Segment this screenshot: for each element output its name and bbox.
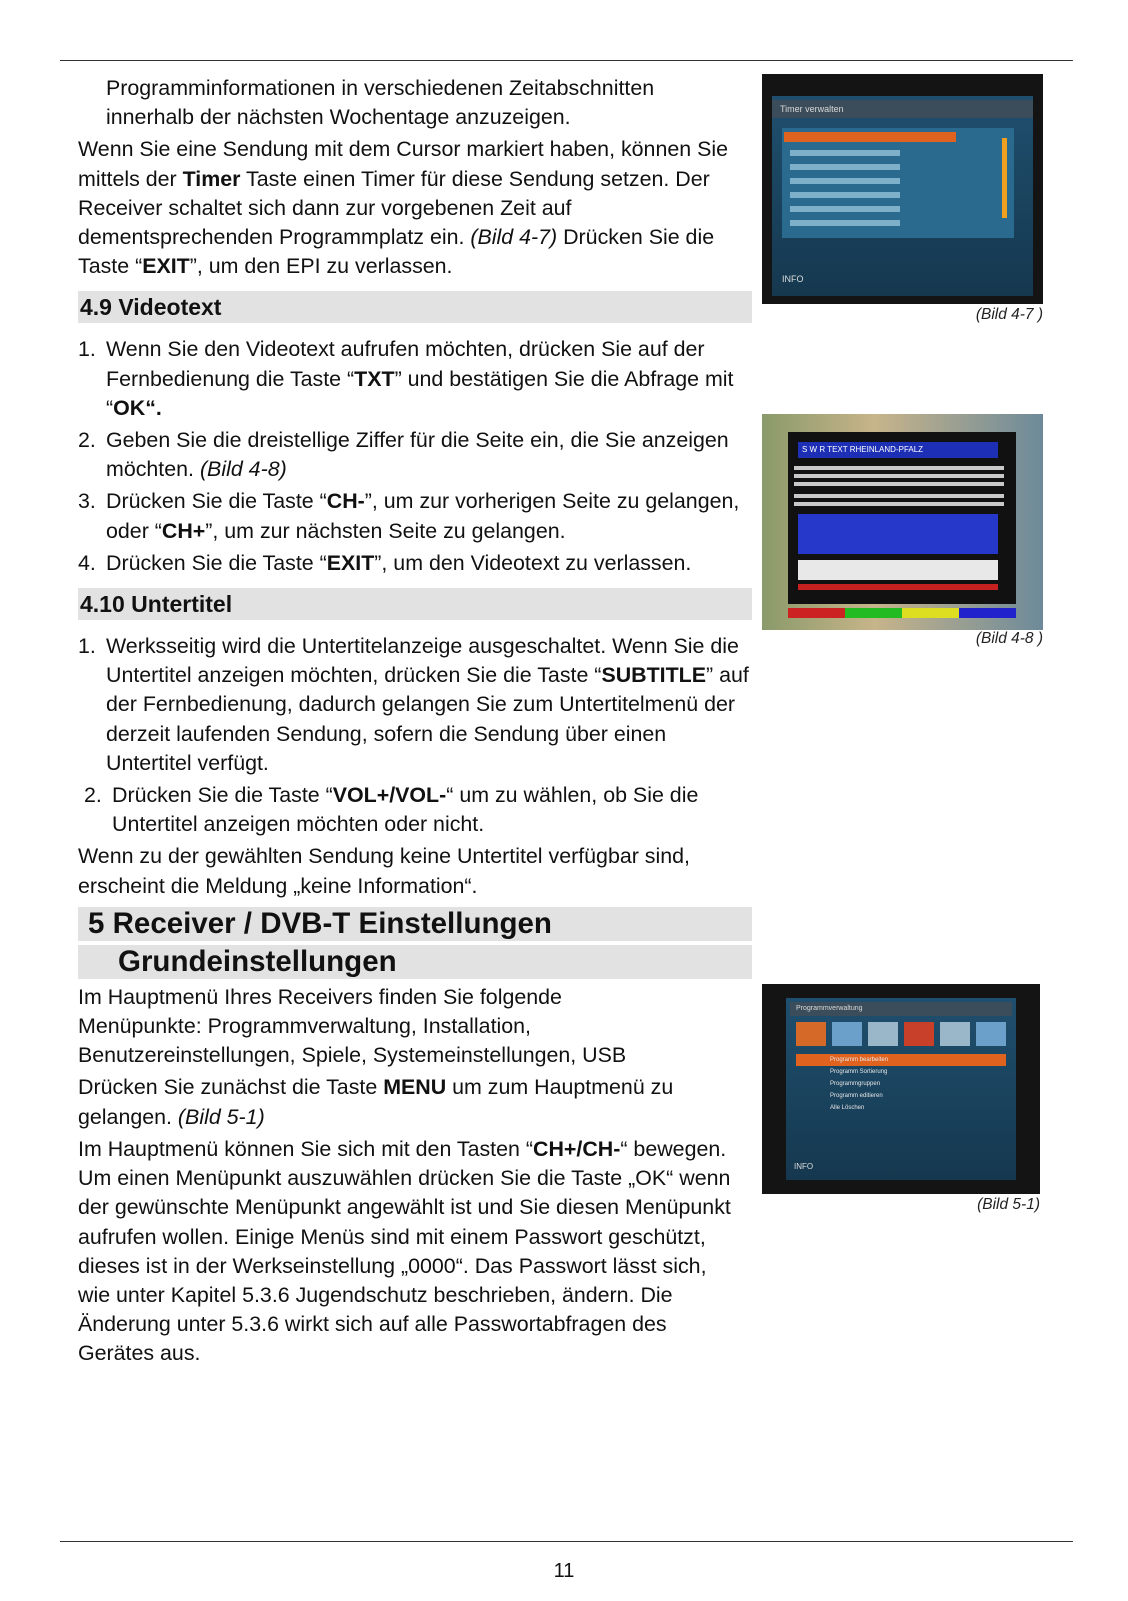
tools-icon <box>832 1022 862 1046</box>
list-item: 2. Geben Sie die dreistellige Ziffer für die Seite ein, die Sie anzeigen möchten. (Bild 4-8) <box>78 428 729 482</box>
chapter-subheading: Grundeinstellungen <box>78 945 752 979</box>
teletext-line <box>794 502 1004 506</box>
timer-row <box>790 206 900 212</box>
yellow-key <box>902 608 959 618</box>
main-text-column <box>78 74 752 1372</box>
list-item: 1. Werksseitig wird die Untertitelanzeige ausgeschaltet. Wenn Sie die Untertitel anzeigen möchten, drücken Sie die Taste “SUBTITLE” auf der Fernbedienung, dadurch gelangen Sie zum Untertitelmenü der derzeit laufenden Sendung, sofern die Sendung über einen Untertitel verfügt. <box>78 634 749 775</box>
intro-line-1: Programminformationen in verschiedenen Zeitabschnitten <box>106 76 655 100</box>
section-heading-untertitel: 4.10 Untertitel <box>78 588 752 620</box>
list-item: 2. Drücken Sie die Taste “VOL+/VOL-“ um zu wählen, ob Sie die Untertitel anzeigen möchten oder nicht. <box>84 783 699 837</box>
info-logo: INFO <box>782 274 804 284</box>
timer-title-bar: Timer verwalten <box>772 100 1033 118</box>
list-item: 4. Drücken Sie die Taste “EXIT”, um den Videotext zu verlassen. <box>78 550 692 575</box>
teletext-line <box>794 494 1004 498</box>
caption-bild-5-1: (Bild 5-1) <box>977 1196 1040 1213</box>
timer-row <box>790 220 900 226</box>
chapter-paragraph-2: Drücken Sie zunächst die Taste MENU um zum Hauptmenü zu gelangen. (Bild 5-1) <box>78 1075 674 1129</box>
menu-title-bar: Programmverwaltung <box>790 1002 1012 1016</box>
teletext-white-block <box>798 560 998 580</box>
menu-item: Alle Löschen <box>830 1105 865 1111</box>
untertitel-steps-1 <box>78 632 752 778</box>
menu-icon-row <box>796 1022 1006 1046</box>
menu-item: Programm Sortierung <box>830 1069 888 1075</box>
caption-bild-4-7: (Bild 4-7 ) <box>975 306 1043 323</box>
intro-continuation <box>78 74 752 132</box>
info-logo: INFO <box>794 1162 814 1171</box>
blue-key <box>959 608 1016 618</box>
usb-icon <box>976 1022 1006 1046</box>
menu-item: Programmgruppen <box>830 1081 881 1087</box>
chapter-paragraph-3: Im Hauptmenü können Sie sich mit den Tasten “CH+/CH-“ bewegen. Um einen Menüpunkt auszuwählen drücken Sie die Taste „OK“ wenn der gewünschte Menüpunkt angewählt ist und Sie diesen Menüpunkt aufrufen wollen. Einige Menüs sind mit einem Passwort geschützt, dieses ist in der Werkseinstellung „0000“. Das Passwort lässt sich, wie unter Kapitel 5.3.6 Jugendschutz beschrieben, ändern. Die Änderung unter 5.3.6 wirkt sich auf alle Passwortabfragen des Gerätes aus. <box>78 1136 731 1366</box>
chapter-heading: 5 Receiver / DVB-T Einstellungen <box>78 907 752 941</box>
menu-item-selected: Programm bearbeiten <box>796 1054 1006 1066</box>
folder-icon <box>796 1022 826 1046</box>
timer-row <box>790 164 900 170</box>
figure-menu-screenshot <box>762 984 1040 1194</box>
timer-row-highlight <box>784 132 956 142</box>
teletext-line <box>794 474 1004 478</box>
intro-line-2: innerhalb der nächsten Wochentage anzuzeigen. <box>106 105 571 130</box>
untertitel-steps-2 <box>78 781 752 839</box>
timer-screen <box>772 96 1033 296</box>
list-item: 3. Drücken Sie die Taste “CH-”, um zur vorherigen Seite zu gelangen, oder “CH+”, um zur nächsten Seite zu gelangen. <box>78 489 740 543</box>
menu-list <box>796 1054 1006 1154</box>
top-rule <box>60 60 1073 61</box>
intro-paragraph: Wenn Sie eine Sendung mit dem Cursor markiert haben, können Sie mittels der Timer Taste einen Timer für diese Sendung setzen. Der Receiver schaltet sich dann zur vorgebenen Zeit auf dementsprechenden Programmplatz ein. (Bild 4-7) Drücken Sie die Taste “EXIT”, um den EPI zu verlassen. <box>78 137 729 279</box>
menu-screen <box>786 998 1016 1180</box>
settings-icon <box>940 1022 970 1046</box>
section-heading-videotext: 4.9 Videotext <box>78 291 752 323</box>
timer-row <box>790 178 900 184</box>
menu-item: Programm editieren <box>830 1093 883 1099</box>
timer-row <box>790 150 900 156</box>
list-item: 1. Wenn Sie den Videotext aufrufen möchten, drücken Sie auf der Fernbedienung die Taste “TXT” und bestätigen Sie die Abfrage mit “OK“. <box>78 337 734 420</box>
caption-bild-4-8: (Bild 4-8 ) <box>975 630 1043 647</box>
figure-timer-screenshot <box>762 74 1043 304</box>
teletext-page <box>788 432 1016 604</box>
timer-row <box>790 192 900 198</box>
timer-list <box>782 128 1014 238</box>
user-icon <box>868 1022 898 1046</box>
timer-scrollbar <box>1002 138 1007 218</box>
teletext-line <box>794 466 1004 470</box>
page-number: 11 <box>553 1560 575 1582</box>
color-key-bar <box>788 608 1016 618</box>
teletext-header: S W R TEXT RHEINLAND-PFALZ <box>798 442 998 458</box>
videotext-steps <box>78 335 752 578</box>
red-key <box>788 608 845 618</box>
teletext-red-bar <box>798 584 998 590</box>
untertitel-note: Wenn zu der gewählten Sendung keine Untertitel verfügbar sind, erscheint die Meldung „keine Information“. <box>78 844 690 898</box>
chapter-paragraph-1: Im Hauptmenü Ihres Receivers finden Sie folgende Menüpunkte: Programmverwaltung, Installation, Benutzereinstellungen, Spiele, Systemeinstellungen, USB <box>78 984 627 1068</box>
teletext-blue-block <box>798 514 998 554</box>
game-icon <box>904 1022 934 1046</box>
bottom-rule <box>60 1541 1073 1542</box>
green-key <box>845 608 902 618</box>
teletext-line <box>794 482 1004 486</box>
figure-videotext-screenshot <box>762 414 1043 630</box>
